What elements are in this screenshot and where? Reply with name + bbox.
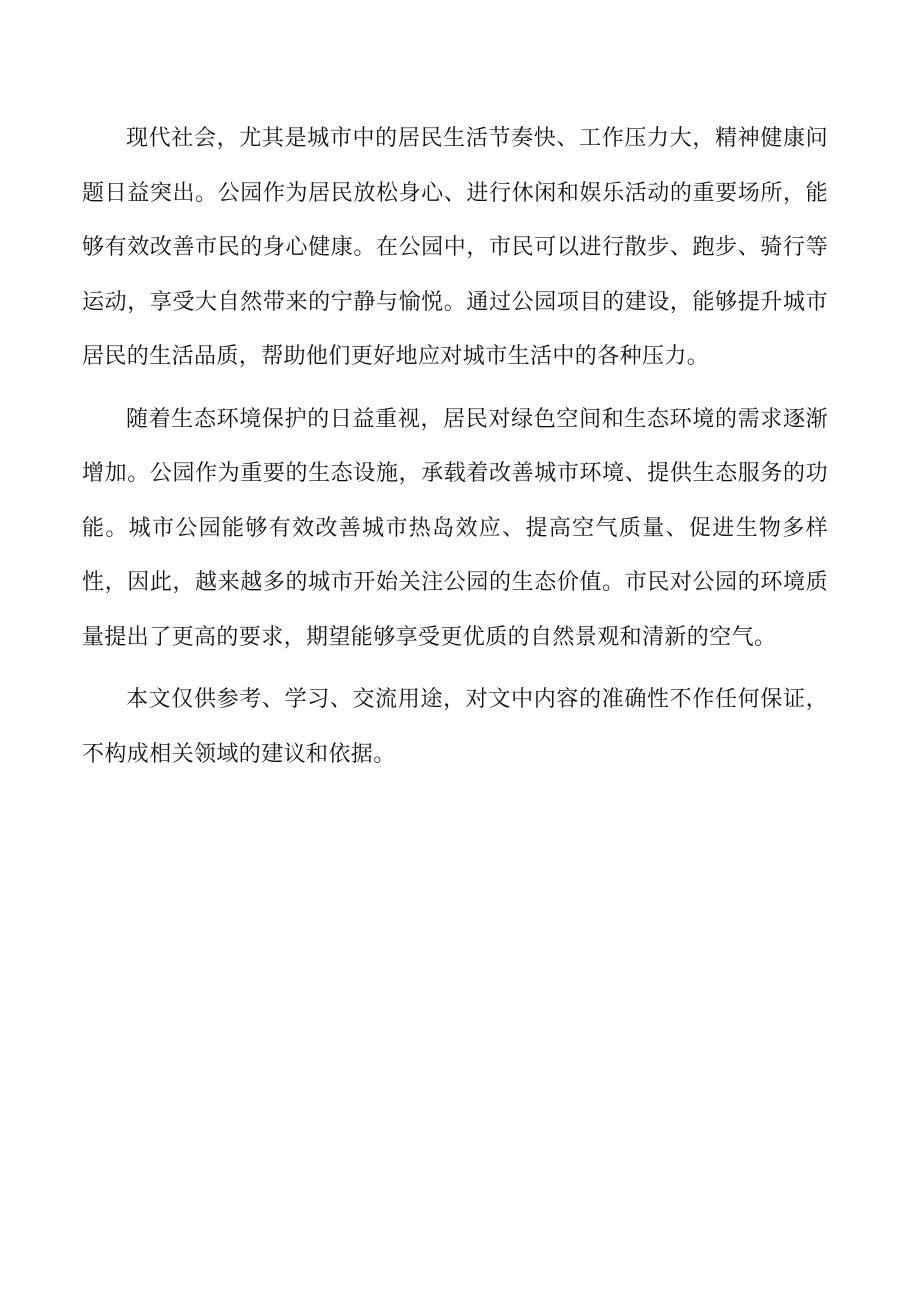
paragraph-ecology: 随着生态环境保护的日益重视，居民对绿色空间和生态环境的需求逐渐增加。公园作为重要的生态设施，承载着改善城市环境、提供生态服务的功能。城市公园能够有效改善城市热岛效应、提高空气质量、促进生物多样性，因此，越来越多的城市开始关注公园的生态价值。市民对公园的环境质量提出了更高的要求，期望能够享受更优质的自然景观和清新的空气。 (82, 406, 828, 650)
paragraph-mental-health: 现代社会，尤其是城市中的居民生活节奏快、工作压力大，精神健康问题日益突出。公园作为居民放松身心、进行休闲和娱乐活动的重要场所，能够有效改善市民的身心健康。在公园中，市民可以进行散步、跑步、骑行等运动，享受大自然带来的宁静与愉悦。通过公园项目的建设，能够提升城市居民的生活品质，帮助他们更好地应对城市生活中的各种压力。 (82, 126, 828, 369)
document-body (82, 112, 828, 790)
paragraph-disclaimer: 本文仅供参考、学习、交流用途，对文中内容的准确性不作任何保证，不构成相关领域的建议和依据。 (82, 687, 828, 767)
